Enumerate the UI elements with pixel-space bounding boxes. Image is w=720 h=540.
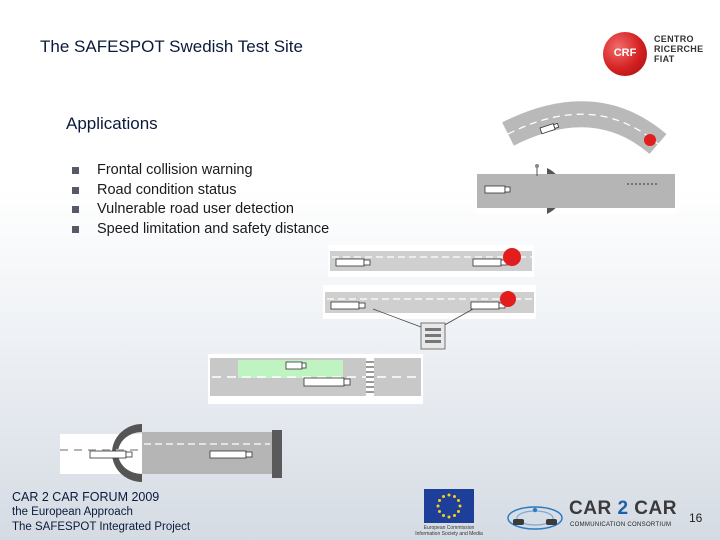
car2car-name-c: CAR [628,498,677,519]
slide-title: The SAFESPOT Swedish Test Site [40,37,303,56]
red-hazard-marker-icon [503,248,521,266]
truck-icon [473,259,507,266]
pedestrian-crossing-icon [366,358,374,396]
crf-initials: CRF [613,47,637,59]
crf-line-1: CENTRO [654,34,694,44]
eu-flag-icon [424,489,474,523]
red-hazard-marker-icon [500,291,516,307]
bullet-text: Frontal collision warning [97,162,253,178]
truck-icon [471,302,505,309]
road-condition-scene [323,285,536,355]
car2car-name-b: 2 [617,498,629,519]
bullet-text: Vulnerable road user detection [97,201,294,217]
eu-logo [410,489,488,537]
crf-text [654,34,703,64]
car2car-name [569,498,677,520]
truck-icon [286,362,306,369]
truck-icon [304,378,350,386]
vulnerable-user-scene [208,354,423,404]
eu-line-2: Information Society and Media [415,531,483,537]
crf-line-3: FIAT [654,54,675,64]
slide-subtitle: Applications [66,114,158,133]
bullet-item [72,220,329,240]
square-bullet-icon [72,226,79,233]
eu-caption [410,525,488,537]
truck-icon [90,451,132,458]
crf-line-2: RICERCHE [654,44,704,54]
car2car-emblem-icon [505,500,565,532]
crf-logo [603,30,713,76]
car2car-tagline: COMMUNICATION CONSORTIUM [570,522,672,528]
bullet-item [72,181,329,201]
footer-line-3: The SAFESPOT Integrated Project [12,521,191,533]
square-bullet-icon [72,206,79,213]
tunnel-trucks-scene [60,420,282,482]
bullet-text: Speed limitation and safety distance [97,220,330,237]
truck-icon [485,186,510,193]
crf-circle-icon [603,32,647,76]
red-hazard-marker-icon [644,134,656,146]
square-bullet-icon [72,187,79,194]
frontal-collision-scene [328,245,534,277]
footer-line-2: the European Approach [12,506,133,518]
truck-icon [336,259,370,266]
car2car-logo [505,496,690,536]
bullet-item [72,161,329,181]
tunnel-road-scene [477,162,675,220]
footer-event: CAR 2 CAR FORUM 2009 [12,490,160,504]
bullet-text: Road condition status [97,181,237,198]
footer-text [12,490,190,535]
bullet-list [72,161,329,239]
truck-icon [210,451,252,458]
curve-road-scene [500,82,675,160]
square-bullet-icon [72,167,79,174]
page-number: 16 [689,511,703,525]
bullet-item [72,200,329,220]
truck-icon [331,302,365,309]
car2car-name-a: CAR [569,498,618,519]
eu-line-1: European Commission [423,525,475,531]
roadside-unit-icon [421,323,445,349]
